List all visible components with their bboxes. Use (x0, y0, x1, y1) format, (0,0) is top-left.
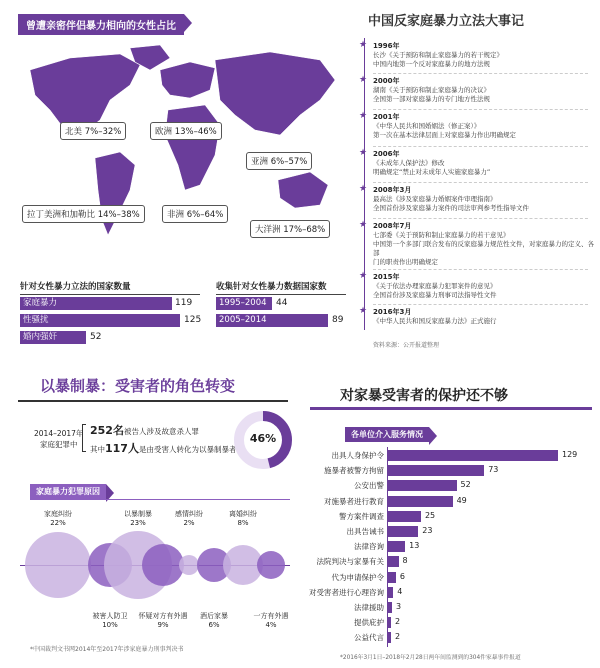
protect-label: 法律援助 (354, 603, 384, 612)
timeline-line-text: 门的职责作出明确规定 (373, 258, 438, 266)
star-icon: ★ (359, 148, 368, 158)
data-collect-row-1 (216, 314, 346, 327)
protect-sub: 各单位介入服务情况 (345, 427, 429, 442)
role-divider (18, 400, 288, 402)
protect-bar (388, 526, 418, 537)
protect-bar (388, 632, 391, 643)
role-line1-num: 252名 (90, 424, 124, 437)
timeline-year: 2008年7月 (373, 222, 412, 230)
protect-bar (388, 541, 405, 552)
laws-row-0 (20, 297, 210, 310)
protect-value: 129 (562, 450, 578, 459)
map-asia (215, 52, 335, 135)
protect-footnote: *2016年3月1日–2018年2月28日两年间监测到的304件家暴事件报道 (340, 655, 521, 661)
star-icon: ★ (359, 40, 368, 50)
timeline-line-text: 长沙《关于预防和制止家庭暴力的若干规定》 (373, 51, 503, 59)
data-collect-title: 收集针对女性暴力数据国家数 (216, 280, 346, 295)
protect-bar (388, 480, 457, 491)
star-icon: ★ (359, 111, 368, 121)
laws-value-2: 52 (90, 332, 102, 342)
map-label-asia: 亚洲 6%–57% (246, 152, 312, 170)
map-label-north-america: 北美 7%–32% (60, 122, 126, 140)
map-africa (165, 105, 220, 190)
map-label-latin-america: 拉丁美洲和加勒比 14%–38% (22, 205, 145, 223)
timeline-item (359, 184, 529, 213)
laws-title: 针对女性暴力立法的国家数量 (20, 280, 200, 295)
protect-label: 出具人身保护令 (331, 451, 384, 460)
protect-divider (310, 407, 592, 410)
timeline-line-text: 湖南《关于预防和制止家庭暴力的决议》 (373, 86, 490, 94)
star-icon: ★ (359, 75, 368, 85)
timeline-line-text: 最高法《涉及家庭暴力婚姻案件审理指南》 (373, 195, 497, 203)
protect-label: 公安出警 (354, 481, 384, 491)
protect-value: 13 (409, 541, 420, 551)
protect-label: 对施暴者进行教育 (324, 496, 384, 506)
protect-value: 52 (460, 480, 471, 490)
protect-value: 2 (395, 617, 401, 627)
protect-label: 提供庇护 (354, 618, 384, 628)
protect-value: 2 (395, 632, 401, 642)
timeline-source: 资料来源：公开报道整理 (373, 342, 440, 349)
timeline-title: 中国反家庭暴力立法大事记 (368, 14, 525, 29)
timeline-year: 2015年 (373, 273, 400, 281)
protect-label: 出具告诫书 (346, 527, 384, 536)
timeline-line-text: 全国首份涉及家庭暴力案件的司法审判参考性指导文件 (373, 204, 529, 212)
timeline-year: 2001年 (373, 113, 400, 121)
timeline-separator (373, 182, 588, 183)
laws-bar-1: 性骚扰 (20, 314, 180, 327)
role-footnote: *中国裁判文书网2014年至2017年涉家庭暴力刑事判决书 (30, 646, 184, 653)
star-icon: ★ (359, 306, 368, 316)
protect-bar (388, 556, 399, 567)
cause-label: 一方有外遇 4% (253, 612, 289, 629)
timeline-line-text: 中国第一个多部门联合发布的反家庭暴力规范性文件，对家庭暴力的定义、各部 (373, 240, 594, 257)
protect-value: 23 (422, 526, 433, 535)
timeline-separator (373, 146, 588, 147)
protect-label: 警方案件调查 (339, 511, 384, 521)
timeline-line-text: 七部委《关于预防和制止家庭暴力的若干意见》 (373, 231, 510, 239)
timeline-line-text: 《未成年人保护法》修改 (373, 159, 445, 167)
protect-value: 3 (395, 602, 402, 611)
protect-value: 6 (399, 571, 405, 581)
protect-bar (388, 572, 396, 583)
role-line2: 其中117人是由受害人转化为以暴制暴者 (90, 442, 237, 455)
star-icon: ★ (359, 271, 368, 281)
timeline-line-text: 《中华人民共和国婚姻法（修正案）》 (373, 122, 481, 130)
cause-bubble (142, 544, 185, 587)
laws-row-2 (20, 331, 210, 344)
cause-label: 家庭纠纷 22% (44, 510, 72, 527)
cause-label: 离婚纠纷 8% (229, 510, 257, 527)
timeline-separator (373, 304, 588, 305)
timeline-line-text: 第一次在基本法律层面上对家庭暴力作出明确规定 (373, 131, 516, 139)
timeline-line-text: 中国内地第一个反对家庭暴力的地方法规 (373, 60, 490, 68)
timeline-line-text: 明确规定“禁止对未成年人实施家庭暴力” (373, 168, 491, 176)
role-period: 2014–2017年 家庭犯罪中 (34, 429, 84, 449)
laws-bar-0: 家庭暴力 (20, 297, 172, 310)
data-collect-bar-1: 2005–2014 (216, 314, 328, 327)
cause-label: 感情纠纷 2% (175, 510, 203, 527)
protect-value: 49 (456, 495, 467, 505)
timeline-item (359, 220, 600, 267)
laws-bar-2: 婚内强奸 (20, 331, 86, 344)
cause-bubble (257, 551, 285, 579)
protect-label: 代为申请保护令 (331, 572, 384, 582)
protect-label: 公益代言 (354, 633, 384, 643)
map-label-africa: 非洲 6%–64% (162, 205, 228, 223)
protect-label: 法院判决与家暴有关 (316, 557, 384, 567)
protect-value: 73 (488, 465, 499, 475)
protect-title: 对家暴受害者的保护还不够 (340, 388, 508, 404)
protect-bar (388, 496, 453, 507)
timeline-item (359, 40, 503, 69)
data-collect-bar-0: 1995–2004 (216, 297, 272, 310)
timeline-item (359, 75, 490, 104)
protect-label: 法律咨询 (354, 542, 384, 552)
role-title: 以暴制暴：受害者的角色转变 (40, 377, 236, 395)
protect-label: 施暴者被警方拘留 (324, 466, 384, 476)
map-label-europe: 欧洲 13%–46% (150, 122, 222, 140)
timeline-year: 1996年 (373, 42, 400, 50)
star-icon: ★ (359, 184, 368, 194)
data-collect-value-0: 44 (276, 298, 288, 308)
timeline-item (359, 148, 491, 177)
cause-bubble (25, 532, 92, 599)
timeline-year: 2008年3月 (373, 186, 412, 194)
protect-bar (388, 602, 392, 613)
protect-bar (388, 511, 421, 522)
map-europe (160, 62, 215, 98)
map-oceania (278, 172, 328, 208)
protect-label: 对受害者进行心理咨询 (309, 587, 384, 597)
data-collect-value-1: 89 (332, 315, 344, 325)
protect-bar (388, 450, 558, 461)
cause-label: 酒后家暴 6% (200, 612, 228, 629)
timeline-item (359, 271, 497, 300)
cause-title: 家庭暴力犯罪原因 (30, 484, 106, 499)
timeline-item (359, 111, 516, 140)
role-bracket (82, 424, 86, 452)
map-label-oceania: 大洋洲 17%–68% (250, 220, 330, 238)
role-percent: 46% (249, 432, 277, 445)
star-icon: ★ (359, 220, 368, 230)
data-collect-row-0 (216, 297, 346, 310)
timeline-line-text: 全国首份涉及家庭暴力刑事司法指导性文件 (373, 291, 497, 299)
timeline-separator (373, 109, 588, 110)
cause-label: 被害人防卫 10% (92, 612, 128, 629)
laws-value-1: 125 (184, 315, 202, 325)
protect-value: 8 (402, 556, 408, 566)
timeline-separator (373, 73, 588, 74)
protect-bar (388, 617, 391, 628)
timeline-line-text: 全国第一部对家庭暴力的专门地方性法规 (373, 95, 490, 103)
cause-label: 以暴制暴 23% (124, 510, 152, 527)
timeline-separator (373, 269, 588, 270)
laws-value-0: 119 (175, 298, 193, 308)
timeline-year: 2000年 (373, 77, 400, 85)
timeline-year: 2016年3月 (373, 308, 412, 316)
timeline-year: 2006年 (373, 150, 400, 158)
protect-value: 25 (424, 510, 436, 520)
map-section-title: 曾遭亲密伴侣暴力相向的女性占比 (18, 14, 184, 35)
protect-value: 4 (397, 586, 403, 596)
role-line1: 252名被告人涉及故意杀人罪 (90, 424, 199, 437)
timeline-separator (373, 218, 588, 219)
role-line2-num: 117人 (105, 442, 139, 455)
protect-bar (388, 587, 393, 598)
timeline-line-text: 《关于依法办理家庭暴力犯罪案件的意见》 (373, 282, 497, 290)
timeline-line-text: 《中华人民共和国反家庭暴力法》正式施行 (373, 317, 497, 325)
timeline-item (359, 306, 497, 326)
laws-row-1 (20, 314, 210, 327)
cause-label: 怀疑对方有外遇 9% (138, 612, 188, 629)
protect-bar (388, 465, 484, 476)
cause-title-line (30, 499, 290, 500)
